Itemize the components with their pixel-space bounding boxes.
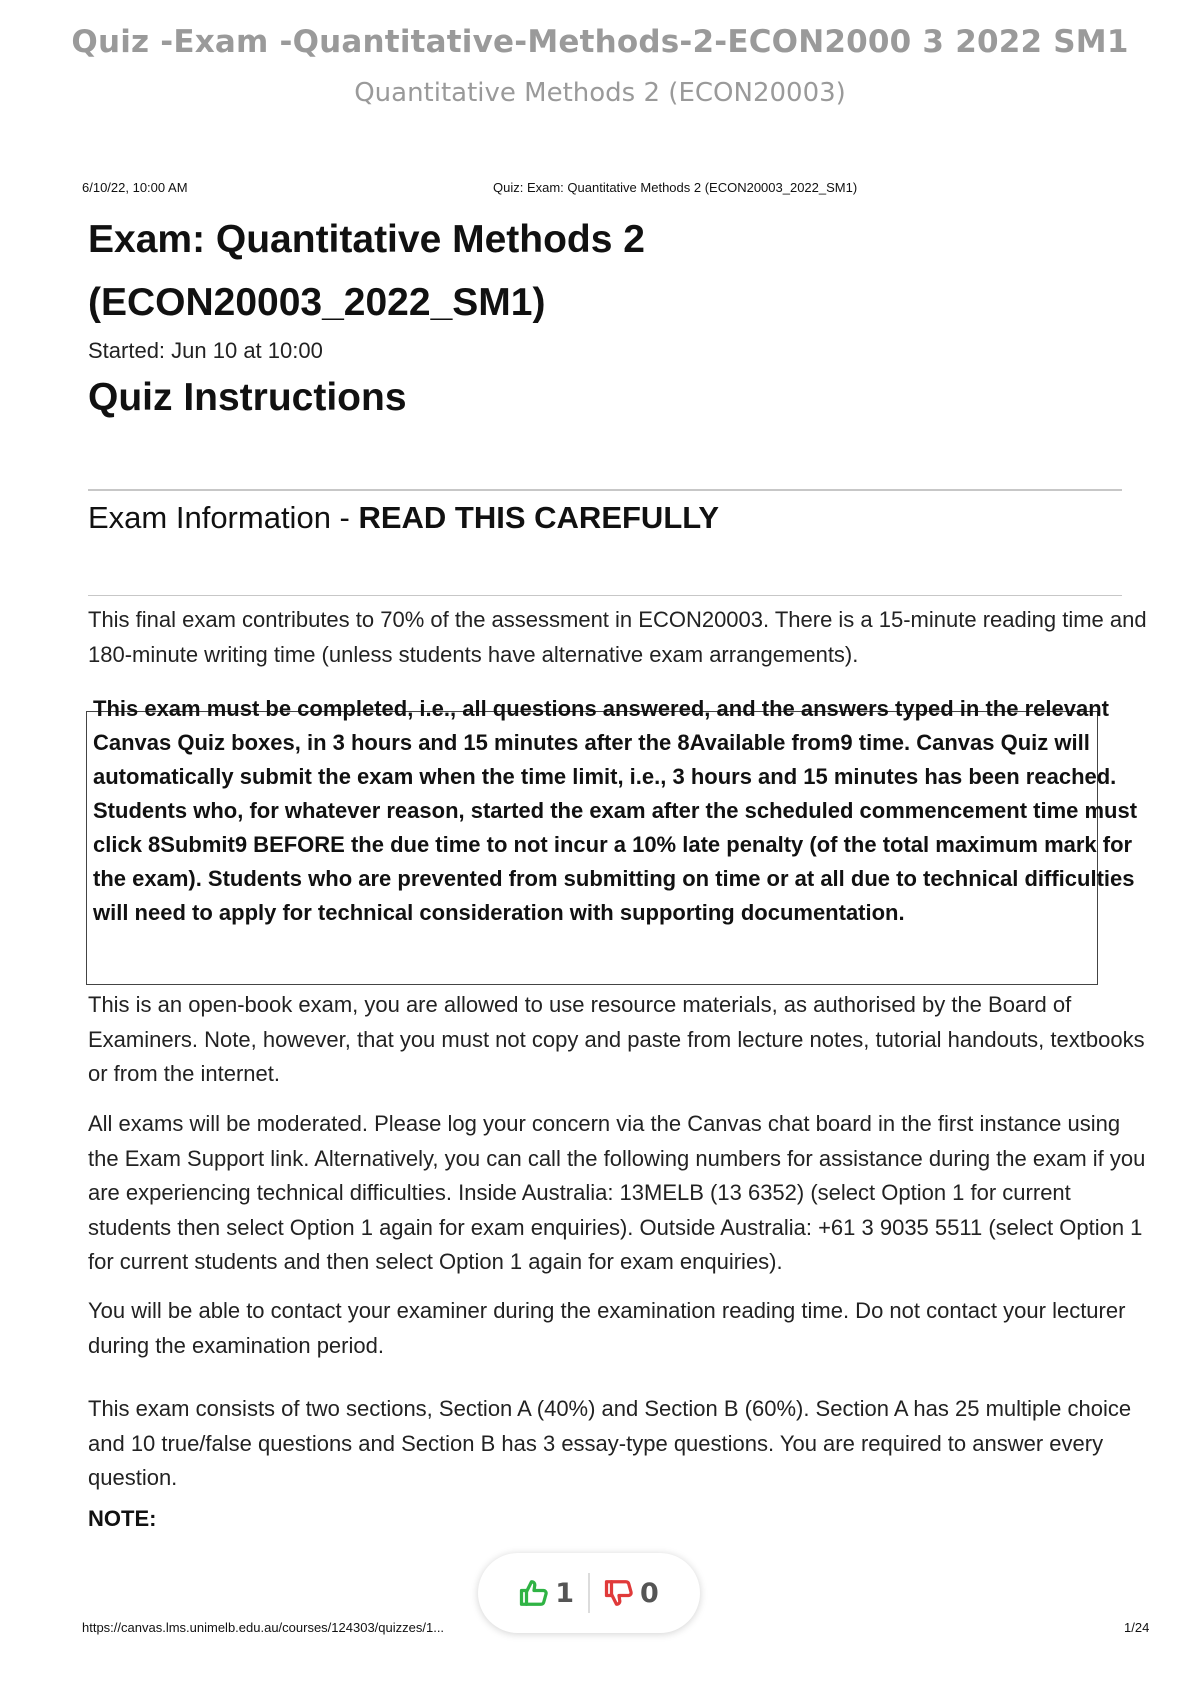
started-timestamp: Started: Jun 10 at 10:00	[88, 338, 323, 363]
paragraph-contact-examiner: You will be able to contact your examiner during the examination reading time. Do not contact your lecturer during the examination period.	[88, 1298, 1126, 1358]
divider	[88, 489, 1122, 491]
document-title: Quiz -Exam -Quantitative-Methods-2-ECON2000 3 2022 SM1	[71, 24, 1129, 60]
heading-emphasis: READ THIS CAREFULLY	[358, 500, 720, 535]
exam-title	[88, 208, 1138, 334]
paragraph-exam-structure: This exam consists of two sections, Section A (40%) and Section B (60%). Section A has 25 multiple choice and 10 true/false questions and Section B has 3 essay-type questions. You are required to answer every question.	[88, 1396, 1132, 1490]
notice-completion-rules: This exam must be completed, i.e., all questions answered, and the answers typed in the relevant Canvas Quiz boxes, in 3 hours and 15 minutes after the 8Available from9 time. Canvas Quiz will automatically submit the exam when the time limit, i.e., 3 hours and 15 minutes has been reached. Students who, for whatever reason, started the exam after the scheduled commencement time must click 8Submit9 BEFORE the due time to not incur a 10% late penalty (of the total maximum mark for the exam). Students who are prevented from submitting on time or at all due to technical difficulties will need to apply for technical consideration with supporting documentation.	[93, 696, 1138, 925]
exam-title-line-2: (ECON20003_2022_SM1)	[88, 281, 546, 324]
footer-page-number: 1/24	[1124, 1620, 1150, 1635]
exam-title-line-1: Exam: Quantitative Methods 2	[88, 218, 645, 261]
upvote-button[interactable]	[505, 1578, 588, 1609]
downvote-button[interactable]	[590, 1578, 673, 1609]
footer-url: https://canvas.lms.unimelb.edu.au/courses/124303/quizzes/1...	[82, 1620, 445, 1635]
paragraph-exam-weighting: This final exam contributes to 70% of the assessment in ECON20003. There is a 15-minute reading time and 180-minute writing time (unless students have alternative exam arrangements).	[88, 607, 1147, 667]
exam-information-heading	[88, 500, 719, 536]
print-page-title: Quiz: Exam: Quantitative Methods 2 (ECON20003_2022_SM1)	[493, 180, 858, 195]
upvote-count: 1	[555, 1577, 574, 1609]
note-label: NOTE:	[88, 1506, 157, 1531]
paragraph-open-book: This is an open-book exam, you are allowed to use resource materials, as authorised by the Board of Examiners. Note, however, that you must not copy and paste from lecture notes, tutorial handouts, textbooks or from the internet.	[88, 992, 1145, 1086]
divider	[88, 595, 1122, 596]
paragraph-exam-support: All exams will be moderated. Please log your concern via the Canvas chat board in the first instance using the Exam Support link. Alternatively, you can call the following numbers for assistance during the exam if you are experiencing technical difficulties. Inside Australia: 13MELB (13 6352) (select Option 1 for current students then select Option 1 again for exam enquiries). Outside Australia: +61 3 9035 5511 (select Option 1 for current students and then select Option 1 again for exam enquiries).	[88, 1111, 1146, 1274]
heading-lead: Exam Information -	[88, 500, 359, 535]
thumbs-down-icon	[604, 1578, 634, 1608]
document-subtitle: Quantitative Methods 2 (ECON20003)	[354, 78, 846, 108]
quiz-instructions-heading: Quiz Instructions	[88, 376, 407, 419]
vote-widget	[478, 1553, 700, 1633]
print-date: 6/10/22, 10:00 AM	[82, 180, 188, 195]
downvote-count: 0	[640, 1577, 659, 1609]
thumbs-up-icon	[519, 1578, 549, 1608]
